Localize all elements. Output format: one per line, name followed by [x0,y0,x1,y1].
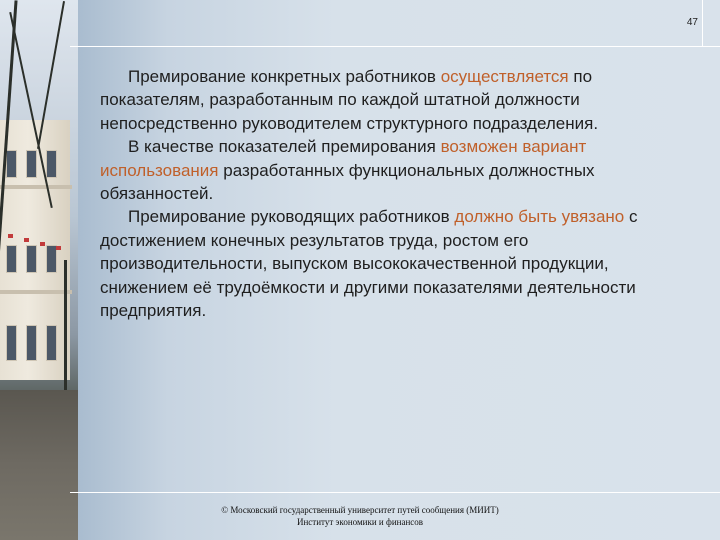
flag [24,238,29,242]
window [46,325,57,361]
text-run: В качестве показателей премирования [128,137,441,157]
flag [8,234,13,238]
highlighted-text: возможен вариант использования [100,137,587,180]
paragraph [100,135,690,205]
building-facade [0,120,70,380]
slide-body [100,65,690,322]
paragraph [100,205,690,322]
window [6,325,17,361]
cornice [0,185,72,189]
window [26,325,37,361]
text-run: Премирование конкретных работников [128,67,441,86]
background-photo [0,0,78,540]
footer-institute: Институт экономики и финансов [296,517,424,527]
cornice [0,290,72,294]
window [46,150,57,178]
street [0,390,78,540]
text-run: Премирование руководящих работников [128,207,455,227]
bottom-divider [70,492,720,493]
window [26,150,37,178]
flag [56,246,61,250]
text-run: разработанных функциональных должностных обязанностей. [100,160,595,204]
window [6,150,17,178]
footer-credit [180,504,540,528]
text-run: по показателям, разработанным по каждой штатной должности непосредственно руководителем структурного подразделения. [100,67,599,133]
window [6,245,17,273]
tree-trunk [64,260,67,390]
page-number-divider [702,0,703,46]
flag [40,242,45,246]
window [26,245,37,273]
highlighted-text: осуществляется [440,67,569,86]
text-run: с достижением конечных результатов труда, ростом его производительности, выпуском высококачественной продукции, снижением её трудоёмкости и другими показателями деятельности предприятия. [100,207,638,321]
top-divider [70,46,720,47]
paragraph [100,65,690,135]
footer-institution: © Московский государственный университет путей сообщения (МИИТ) [221,505,499,515]
page-number: 47 [686,17,698,28]
highlighted-text: должно быть увязано [454,207,625,227]
